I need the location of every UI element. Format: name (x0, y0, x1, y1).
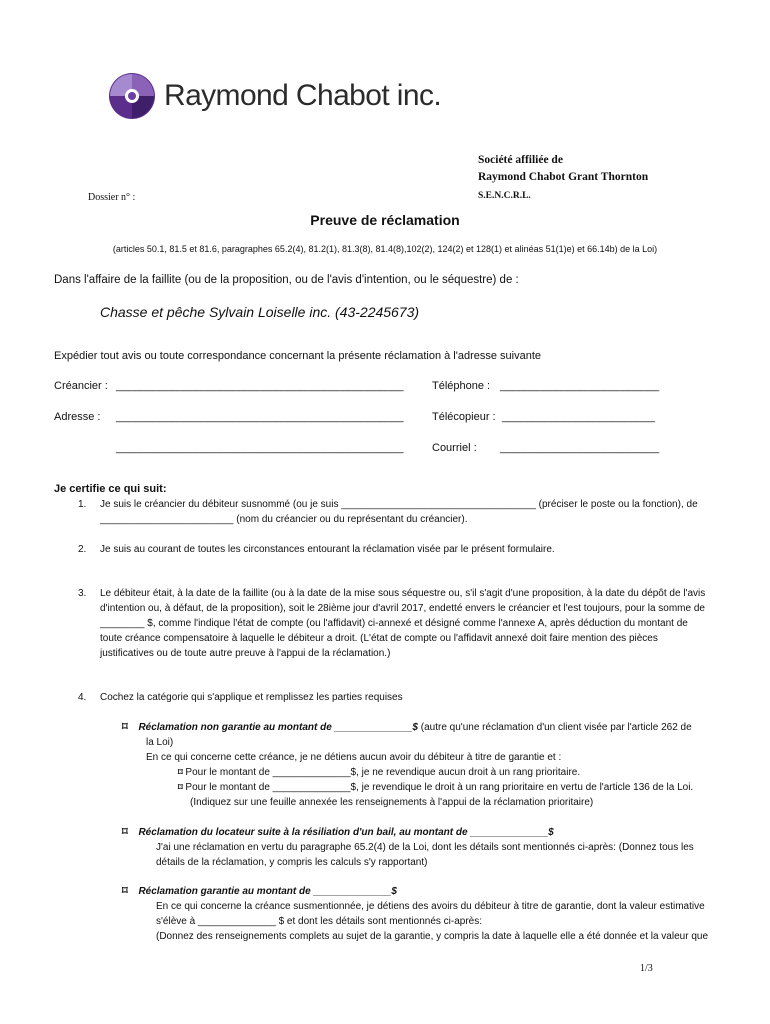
creancier-label: Créancier : (54, 380, 108, 392)
option-text: En ce qui concerne la créance susmentionnée, je détiens des avoirs du débiteur à titre de garantie, dont la valeur estimative (156, 901, 705, 912)
adresse-field[interactable]: _______________________________________________ (116, 411, 404, 423)
option-unsecured-claim[interactable] (122, 720, 722, 810)
option-title: Réclamation non garantie au montant de ______________$ (138, 722, 418, 733)
checkbox-icon[interactable]: ⌑ (122, 885, 128, 897)
affiliation-block (478, 152, 648, 205)
item-line: justificatives ou de toute autre preuve à l'appui de la réclamation.) (100, 648, 391, 659)
option-text: Pour le montant de ______________$, je revendique le droit à un rang prioritaire en vertu de l'article 136 de la Loi. (185, 782, 694, 793)
option-secured-claim[interactable] (122, 884, 722, 944)
checkbox-icon[interactable]: ⌑ (178, 782, 183, 792)
courriel-field[interactable]: __________________________ (500, 442, 660, 454)
checkbox-icon[interactable]: ⌑ (122, 721, 128, 733)
list-item (78, 586, 758, 666)
option-landlord-claim[interactable] (122, 825, 722, 870)
option-text: la Loi) (146, 737, 174, 748)
company-logo (108, 72, 441, 120)
list-item (78, 497, 758, 529)
option-text: En ce qui concerne cette créance, je ne détiens aucun avoir du débiteur à titre de garantie et : (146, 752, 562, 763)
item-text (100, 542, 720, 557)
option-title: Réclamation du locateur suite à la résiliation d'un bail, au montant de ______________$ (138, 827, 554, 838)
certify-heading: Je certifie ce qui suit: (54, 483, 167, 495)
affiliate-line: S.E.N.C.R.L. (478, 191, 531, 201)
item-line: ________________________ (nom du créancier ou du représentant du créancier). (100, 514, 468, 525)
item-line: Je suis au courant de toutes les circonstances entourant la réclamation visée par le présent formulaire. (100, 544, 555, 555)
affiliate-line: Raymond Chabot Grant Thornton (478, 171, 649, 183)
raymond-chabot-logo-icon (108, 72, 156, 120)
affiliate-line: Société affiliée de (478, 154, 563, 166)
checkbox-icon[interactable]: ⌑ (122, 826, 128, 838)
item-number: 4. (78, 692, 87, 703)
option-title: Réclamation garantie au montant de ______________$ (138, 886, 397, 897)
option-text: (Donnez des renseignements complets au sujet de la garantie, y compris la date à laquelle elle a été donnée et la valeur que (156, 931, 709, 942)
telecopieur-label: Télécopieur : (432, 411, 496, 423)
option-text: (Indiquez sur une feuille annexée les renseignements à l'appui de la réclamation prioritaire) (190, 797, 594, 808)
item-text (100, 690, 720, 705)
item-text (100, 497, 720, 527)
telephone-label: Téléphone : (432, 380, 491, 392)
item-number: 2. (78, 544, 87, 555)
mailing-instruction: Expédier tout avis ou toute correspondance concernant la présente réclamation à l'adresse suivante (54, 350, 542, 362)
dossier-label: Dossier n° : (88, 192, 136, 203)
courriel-label: Courriel : (432, 442, 477, 454)
item-line: Je suis le créancier du débiteur susnommé (ou je suis ___________________________________ (préciser le poste ou la fonction), de (100, 499, 698, 510)
option-text: Pour le montant de ______________$, je ne revendique aucun droit à un rang prioritaire. (185, 767, 581, 778)
item-line: Le débiteur était, à la date de la faillite (ou à la date de la mise sous séquestre ou, s'il s'agit d'une proposition, à la date du dépôt de l'avis (100, 588, 706, 599)
page-number: 1/3 (640, 963, 653, 974)
item-number: 3. (78, 588, 87, 599)
logo-text: Raymond Chabot inc. (164, 79, 442, 112)
list-item (78, 690, 758, 706)
list-item (78, 542, 758, 558)
option-text: s'élève à ______________ $ et dont les détails sont mentionnés ci-après: (156, 916, 483, 927)
item-number: 1. (78, 499, 87, 510)
item-text (100, 586, 720, 661)
debtor-name: Chasse et pêche Sylvain Loiselle inc. (43-2245673) (100, 304, 420, 320)
item-line: toute créance compensatoire à laquelle le débiteur a droit. (L'état de compte ou l'affidavit annexé doit faire mention des pièces (100, 633, 658, 644)
articles-reference: (articles 50.1, 81.5 et 81.6, paragraphes 65.2(4), 81.2(1), 81.3(8), 81.4(8),102(2), 124(2) et 128(1) et alinéas 51(1)e) et 66.14b) de la Loi) (112, 244, 658, 254)
telephone-field[interactable]: __________________________ (500, 380, 660, 392)
telecopieur-field[interactable]: _________________________ (502, 411, 655, 423)
option-text: détails de la réclamation, y compris les calculs s'y rapportant) (156, 857, 428, 868)
affaire-statement: Dans l'affaire de la faillite (ou de la proposition, ou de l'avis d'intention, ou le séquestre) de : (54, 274, 519, 286)
option-text: J'ai une réclamation en vertu du paragraphe 65.2(4) de la Loi, dont les détails sont mentionnés ci-après: (Donnez tous les (156, 842, 694, 853)
option-text: (autre qu'une réclamation d'un client visée par l'article 262 de (418, 722, 692, 733)
checkbox-icon[interactable]: ⌑ (178, 767, 183, 777)
page-title: Preuve de réclamation (310, 212, 460, 228)
item-line: Cochez la catégorie qui s'applique et remplissez les parties requises (100, 692, 403, 703)
creancier-field[interactable]: _______________________________________________ (116, 380, 404, 392)
adresse-field-line2[interactable]: _______________________________________________ (116, 442, 404, 454)
adresse-label: Adresse : (54, 411, 101, 423)
item-line: d'intention ou, à défaut, de la proposition), soit le 28ième jour d'avril 2017, endetté envers le créancier et l'est toujours, pour la somme de (100, 603, 705, 614)
item-line: ________ $, comme l'indique l'état de compte (ou l'affidavit) ci-annexé et désigné comme l'annexe A, après déduction du montant de (100, 618, 688, 629)
